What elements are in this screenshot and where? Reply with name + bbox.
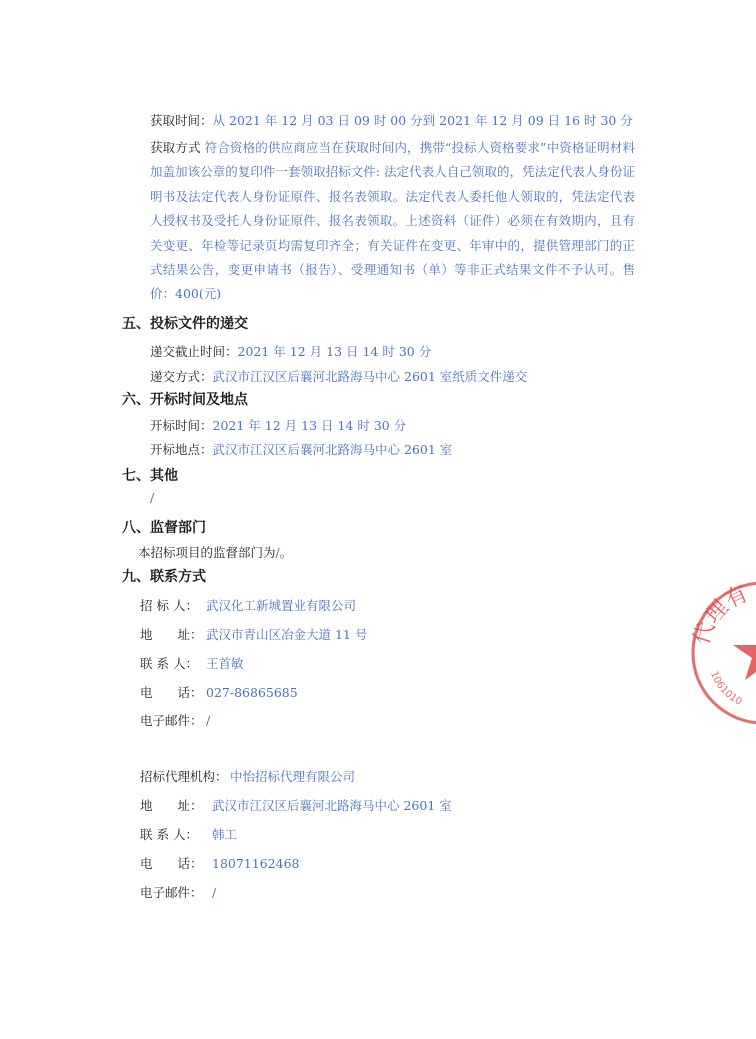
supervision-line: [138, 543, 292, 561]
agency-name-label: 招标代理机构：: [140, 769, 228, 784]
tenderer-email-label: 电子邮件：: [140, 713, 203, 728]
section-8-heading: 八、监督部门: [122, 520, 206, 536]
tenderer-name-label: 招 标 人：: [140, 598, 198, 613]
agency-name-line: [140, 767, 355, 785]
submit-deadline-line: [150, 342, 431, 360]
supervision-prefix: 本招标项目的监督部门为: [138, 545, 276, 560]
agency-name-value: 中怡招标代理有限公司: [230, 769, 356, 784]
tenderer-email-line: [140, 711, 210, 729]
pickup-method-label: 获取方式: [150, 140, 201, 155]
tenderer-name-line: [140, 596, 356, 614]
opening-place-label: 开标地点：: [150, 442, 213, 457]
agency-email-value: /: [212, 885, 217, 900]
tenderer-contact-line: [140, 654, 244, 672]
opening-place-line: [150, 440, 452, 458]
tenderer-contact-value: 王首敏: [206, 656, 244, 671]
tenderer-phone-label: 电 话：: [140, 685, 203, 700]
seal-bottom-text: 1061010: [707, 669, 744, 708]
agency-contact-label: 联 系 人：: [140, 827, 198, 842]
submit-method-label: 递交方式：: [150, 369, 213, 384]
agency-address-value: 武汉市江汉区后襄河北路海马中心 2601 室: [212, 798, 452, 813]
tenderer-phone-line: [140, 683, 298, 701]
submit-deadline-label: 递交截止时间：: [150, 344, 238, 359]
pickup-method-paragraph: [150, 136, 635, 307]
seal-star-icon: [733, 623, 756, 680]
agency-address-line: [140, 796, 452, 814]
pickup-time-line: [150, 111, 633, 129]
tenderer-phone-value: 027-86865685: [206, 685, 298, 700]
agency-phone-label: 电 话：: [140, 856, 203, 871]
tenderer-email-value: /: [206, 713, 211, 728]
supervision-value: /: [275, 545, 280, 560]
seal-top-text: 代理有: [689, 581, 753, 648]
agency-phone-value: 18071162468: [212, 856, 300, 871]
tenderer-contact-label: 联 系 人：: [140, 656, 198, 671]
agency-phone-line: [140, 854, 299, 872]
section-5-heading: 五、投标文件的递交: [122, 316, 248, 332]
section-9-heading: 九、联系方式: [122, 569, 206, 585]
submit-method-value: 武汉市江汉区后襄河北路海马中心 2601 室纸质文件递交: [212, 369, 528, 384]
submit-method-line: [150, 367, 527, 385]
other-value: /: [150, 490, 155, 505]
tenderer-address-value: 武汉市青山区冶金大道 11 号: [206, 627, 368, 642]
opening-time-value: 2021 年 12 月 13 日 14 时 30 分: [212, 418, 407, 433]
pickup-time-value: 从 2021 年 12 月 03 日 09 时 00 分到 2021 年 12 月 09 日 16 时 30 分: [212, 113, 633, 128]
section-7-heading: 七、其他: [122, 468, 178, 484]
agency-contact-value: 韩工: [212, 827, 238, 842]
opening-place-value: 武汉市江汉区后襄河北路海马中心 2601 室: [212, 442, 453, 457]
tenderer-address-line: [140, 625, 367, 643]
pickup-method-text: 符合资格的供应商应当在获取时间内，携带“投标人资格要求”中资格证明材料加盖加该公章的复印件一套领取招标文件: 法定代表人自己领取的，凭法定代表人身份证明书及法定代表人身份证原件、报名表领取。法定代表人委托他人领取的，凭法定代表人授权书及受托人身份证原件、报名表领取。上述资料（证件）必须在有效期内，且有关变更、年检等记录页均需复印齐全；有关证件在变更、年审中的，提供管理部门的正式结果公告，变更申请书（报告）、受理通知书（单）等非正式结果文件不予认可。售价：400(元): [150, 140, 635, 302]
opening-time-line: [150, 416, 406, 434]
pickup-time-label: 获取时间：: [150, 113, 213, 128]
supervision-suffix: 。: [279, 545, 293, 560]
opening-time-label: 开标时间：: [150, 418, 213, 433]
submit-deadline-value: 2021 年 12 月 13 日 14 时 30 分: [237, 344, 432, 359]
agency-email-label: 电子邮件：: [140, 885, 203, 900]
tenderer-name-value: 武汉化工新城置业有限公司: [206, 598, 357, 613]
agency-email-line: [140, 883, 216, 901]
official-seal-stamp: [688, 578, 756, 728]
agency-contact-line: [140, 825, 237, 843]
tenderer-address-label: 地 址：: [140, 627, 203, 642]
section-6-heading: 六、开标时间及地点: [122, 392, 248, 408]
agency-address-label: 地 址：: [140, 798, 203, 813]
